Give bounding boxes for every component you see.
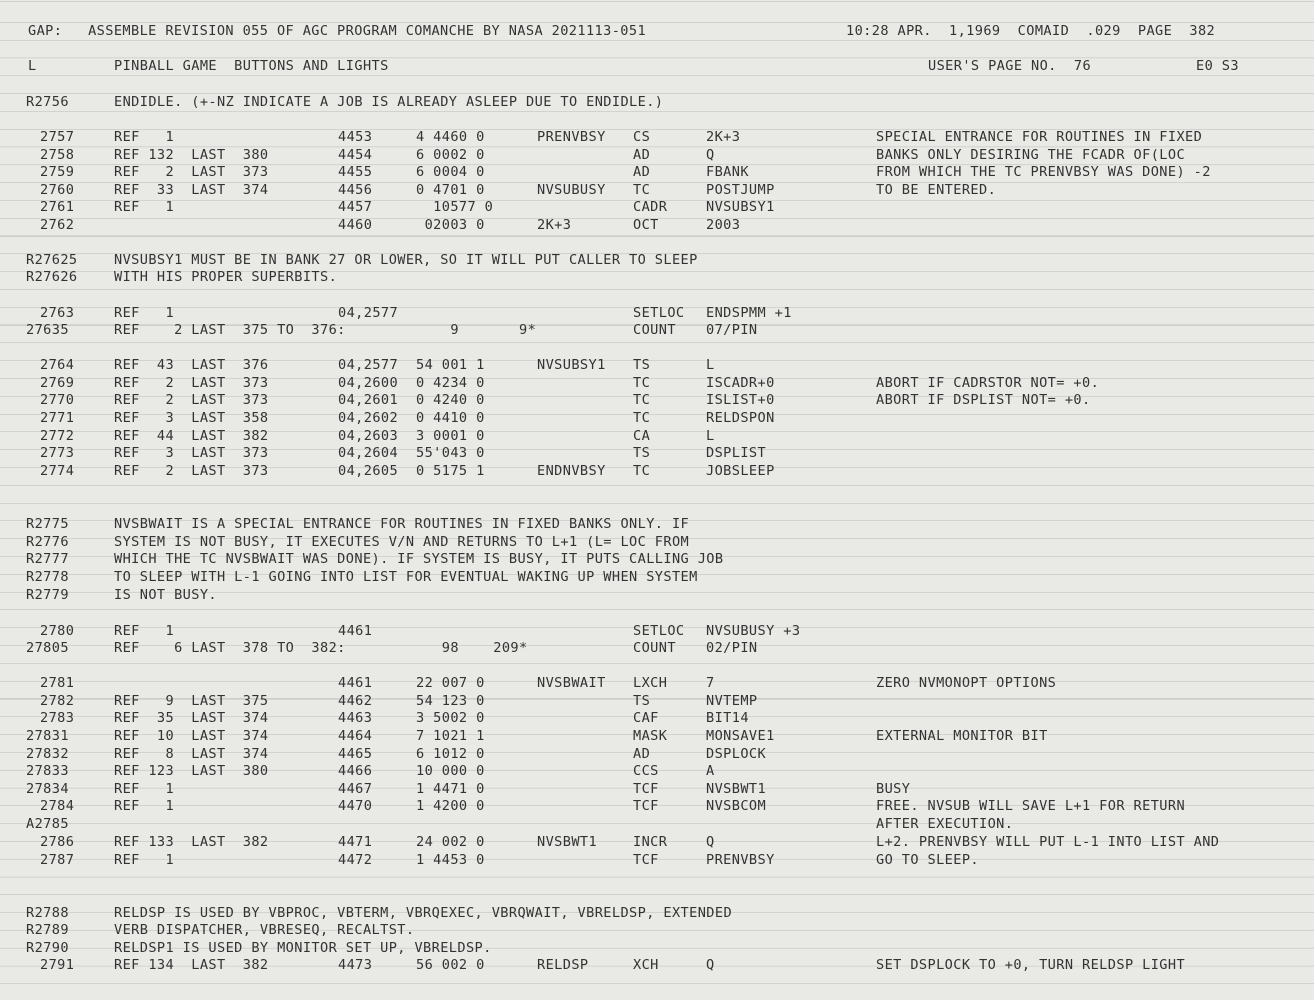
address: 4457 (338, 199, 373, 215)
code-line (0, 727, 1314, 745)
code-line (0, 462, 1314, 480)
address: 4470 (338, 798, 373, 814)
remark-line (0, 904, 1314, 922)
octal-word: 54 123 0 (416, 693, 485, 709)
remark-text: IS NOT BUSY. (114, 587, 218, 603)
octal-word: 0 4234 0 (416, 375, 485, 391)
address: 4473 (338, 957, 373, 973)
code-line (0, 374, 1314, 392)
code-line (0, 797, 1314, 815)
opcode: XCH (633, 957, 659, 973)
code-line (0, 674, 1314, 692)
code-line (0, 692, 1314, 710)
code-line (0, 181, 1314, 199)
operand: 2003 (706, 217, 741, 233)
code-line (0, 356, 1314, 374)
label: ENDNVBSY (537, 463, 606, 479)
label: NVSBWT1 (537, 834, 598, 850)
ref-info: REF 2 LAST 373 (114, 164, 269, 180)
operand: NVSBCOM (706, 798, 767, 814)
operand: 2K+3 (706, 129, 741, 145)
ref-info: REF 133 LAST 382 (114, 834, 269, 850)
line-number: 2759 (40, 164, 75, 180)
label: NVSUBSY1 (537, 357, 606, 373)
code-line (0, 745, 1314, 763)
line-number: 2774 (40, 463, 75, 479)
line-number: R2756 (26, 94, 69, 110)
remark-text: VERB DISPATCHER, VBRESEQ, RECALTST. (114, 922, 415, 938)
remark-line (0, 515, 1314, 533)
octal-word: 56 002 0 (416, 957, 485, 973)
address: 4472 (338, 852, 373, 868)
operand: NVTEMP (706, 693, 758, 709)
page-subheader (0, 57, 1314, 75)
comment: ZERO NVMONOPT OPTIONS (876, 675, 1057, 691)
operand: ENDSPMM +1 (706, 305, 792, 321)
code-line (0, 709, 1314, 727)
ref-info: REF 2 LAST 373 (114, 392, 269, 408)
octal-word: 54 001 1 (416, 357, 485, 373)
opcode: OCT (633, 217, 659, 233)
operand: DSPLIST (706, 445, 767, 461)
remark-text: RELDSP1 IS USED BY MONITOR SET UP, VBRELDSP. (114, 940, 492, 956)
address: 4460 (338, 217, 373, 233)
line-number: R2777 (26, 551, 69, 567)
code-line (0, 391, 1314, 409)
remark-text: NVSUBSY1 MUST BE IN BANK 27 OR LOWER, SO IT WILL PUT CALLER TO SLEEP (114, 252, 698, 268)
address: 04,2601 (338, 392, 399, 408)
ref-info: REF 1 (114, 781, 175, 797)
line-number: 27833 (26, 763, 69, 779)
ref-info: REF 1 (114, 798, 175, 814)
operand: A (706, 763, 715, 779)
ref-info: REF 1 (114, 852, 175, 868)
octal-word: 3 0001 0 (416, 428, 485, 444)
opcode: COUNT (633, 640, 676, 656)
line-number: 27834 (26, 781, 69, 797)
code-line (0, 321, 1314, 339)
address: 04,2605 (338, 463, 399, 479)
operand: JOBSLEEP (706, 463, 775, 479)
operand: 07/PIN (706, 322, 758, 338)
operand: NVSUBUSY +3 (706, 623, 801, 639)
remark-text: NVSBWAIT IS A SPECIAL ENTRANCE FOR ROUTINES IN FIXED BANKS ONLY. IF (114, 516, 690, 532)
opcode: TS (633, 445, 651, 461)
opcode: CCS (633, 763, 659, 779)
code-line (0, 163, 1314, 181)
address: 04,2577 (338, 357, 399, 373)
opcode: TS (633, 357, 651, 373)
opcode: COUNT (633, 322, 676, 338)
code-line (0, 815, 1314, 833)
label: 2K+3 (537, 217, 572, 233)
operand: DSPLOCK (706, 746, 767, 762)
operand: BIT14 (706, 710, 749, 726)
address: 4454 (338, 147, 373, 163)
line-number: 27831 (26, 728, 69, 744)
line-number: 2791 (40, 957, 75, 973)
octal-word: 1 4471 0 (416, 781, 485, 797)
comment: TO BE ENTERED. (876, 182, 997, 198)
address: 4471 (338, 834, 373, 850)
ref-info: REF 132 LAST 380 (114, 147, 269, 163)
line-number: 27635 (26, 322, 69, 338)
ref-info: REF 134 LAST 382 (114, 957, 269, 973)
address: 4466 (338, 763, 373, 779)
ref-info: REF 2 LAST 373 (114, 375, 269, 391)
octal-word: 6 0004 0 (416, 164, 485, 180)
code-line (0, 762, 1314, 780)
octal-word: 7 1021 1 (416, 728, 485, 744)
octal-word: 0 4701 0 (416, 182, 485, 198)
line-number: 2781 (40, 675, 75, 691)
opcode: AD (633, 147, 651, 163)
opcode: TC (633, 182, 651, 198)
opcode: TC (633, 410, 651, 426)
line-number: 2773 (40, 445, 75, 461)
ref-info: REF 6 LAST 378 TO 382: (114, 640, 346, 656)
subheader-mark: L (28, 58, 37, 74)
octal-word: 1 4200 0 (416, 798, 485, 814)
code-line (0, 146, 1314, 164)
address: 4453 (338, 129, 373, 145)
line-number: A2785 (26, 816, 69, 832)
page-header (0, 22, 1314, 40)
opcode: LXCH (633, 675, 668, 691)
line-number: 2760 (40, 182, 75, 198)
line-number: 2758 (40, 147, 75, 163)
octal-word: 0 5175 1 (416, 463, 485, 479)
opcode: CADR (633, 199, 668, 215)
remark-text: WHICH THE TC NVSBWAIT WAS DONE). IF SYSTEM IS BUSY, IT PUTS CALLING JOB (114, 551, 724, 567)
ref-info: REF 43 LAST 376 (114, 357, 269, 373)
remark-line (0, 586, 1314, 604)
address: 4455 (338, 164, 373, 180)
opcode: TC (633, 463, 651, 479)
octal-word: 1 4453 0 (416, 852, 485, 868)
comment: EXTERNAL MONITOR BIT (876, 728, 1048, 744)
operand: L (706, 357, 715, 373)
address: 04,2604 (338, 445, 399, 461)
octal-word: 10 000 0 (416, 763, 485, 779)
code-line (0, 427, 1314, 445)
address: 04,2577 (338, 305, 399, 321)
opcode: TCF (633, 781, 659, 797)
line-number: 2782 (40, 693, 75, 709)
comment: L+2. PRENVBSY WILL PUT L-1 INTO LIST AND (876, 834, 1220, 850)
remark-text: WITH HIS PROPER SUPERBITS. (114, 269, 338, 285)
ref-info: REF 33 LAST 374 (114, 182, 269, 198)
octal-word: 10577 0 (416, 199, 494, 215)
line-number: R2789 (26, 922, 69, 938)
operand: L (706, 428, 715, 444)
address: 4461 (338, 623, 373, 639)
remark-line (0, 268, 1314, 286)
comment: ABORT IF DSPLIST NOT= +0. (876, 392, 1091, 408)
line-number: 2780 (40, 623, 75, 639)
ref-info: REF 3 LAST 373 (114, 445, 269, 461)
octal-word: 0 4410 0 (416, 410, 485, 426)
code-line (0, 851, 1314, 869)
opcode: TC (633, 392, 651, 408)
operand: MONSAVE1 (706, 728, 775, 744)
code-line (0, 198, 1314, 216)
operand: POSTJUMP (706, 182, 775, 198)
operand: NVSBWT1 (706, 781, 767, 797)
remark-text: RELDSP IS USED BY VBPROC, VBTERM, VBRQEXEC, VBRQWAIT, VBRELDSP, EXTENDED (114, 905, 733, 921)
address: 4462 (338, 693, 373, 709)
opcode: MASK (633, 728, 668, 744)
operand: ISLIST+0 (706, 392, 775, 408)
address: 4456 (338, 182, 373, 198)
operand: NVSUBSY1 (706, 199, 775, 215)
ref-info: REF 123 LAST 380 (114, 763, 269, 779)
subheader-title: PINBALL GAME BUTTONS AND LIGHTS (114, 58, 389, 74)
opcode: CAF (633, 710, 659, 726)
octal-word: 9 9* (416, 322, 537, 338)
ref-info: REF 1 (114, 305, 175, 321)
opcode: SETLOC (633, 305, 685, 321)
opcode: TC (633, 375, 651, 391)
line-number: 2784 (40, 798, 75, 814)
user-page-number: USER'S PAGE NO. 76 (928, 58, 1092, 74)
code-line (0, 444, 1314, 462)
line-number: R2775 (26, 516, 69, 532)
line-number: 2770 (40, 392, 75, 408)
opcode: AD (633, 164, 651, 180)
ref-info: REF 2 LAST 373 (114, 463, 269, 479)
line-number: R2778 (26, 569, 69, 585)
code-line (0, 956, 1314, 974)
comment: GO TO SLEEP. (876, 852, 980, 868)
line-number: R27626 (26, 269, 78, 285)
header-right: 10:28 APR. 1,1969 COMAID .029 PAGE 382 (846, 23, 1216, 39)
line-number: 27832 (26, 746, 69, 762)
ref-info: REF 9 LAST 375 (114, 693, 269, 709)
address: 4464 (338, 728, 373, 744)
remark-text: SYSTEM IS NOT BUSY, IT EXECUTES V/N AND RETURNS TO L+1 (L= LOC FROM (114, 534, 690, 550)
remark-line (0, 93, 1314, 111)
comment: FROM WHICH THE TC PRENVBSY WAS DONE) -2 (876, 164, 1211, 180)
code-line (0, 639, 1314, 657)
line-number: 2761 (40, 199, 75, 215)
line-number: R27625 (26, 252, 78, 268)
ref-info: REF 35 LAST 374 (114, 710, 269, 726)
octal-word: 3 5002 0 (416, 710, 485, 726)
comment: FREE. NVSUB WILL SAVE L+1 FOR RETURN (876, 798, 1186, 814)
operand: PRENVBSY (706, 852, 775, 868)
comment: ABORT IF CADRSTOR NOT= +0. (876, 375, 1100, 391)
octal-word: 98 209* (416, 640, 528, 656)
remark-line (0, 533, 1314, 551)
octal-word: 4 4460 0 (416, 129, 485, 145)
address: 4467 (338, 781, 373, 797)
code-line (0, 409, 1314, 427)
code-line (0, 833, 1314, 851)
operand: ISCADR+0 (706, 375, 775, 391)
code-line (0, 622, 1314, 640)
address: 4463 (338, 710, 373, 726)
line-number: 2783 (40, 710, 75, 726)
operand: Q (706, 957, 715, 973)
address: 4465 (338, 746, 373, 762)
comment: BANKS ONLY DESIRING THE FCADR OF(LOC (876, 147, 1186, 163)
line-number: 2771 (40, 410, 75, 426)
comment: SPECIAL ENTRANCE FOR ROUTINES IN FIXED (876, 129, 1203, 145)
address: 4461 (338, 675, 373, 691)
octal-word: 24 002 0 (416, 834, 485, 850)
ref-info: REF 1 (114, 623, 175, 639)
octal-word: 6 0002 0 (416, 147, 485, 163)
address: 04,2602 (338, 410, 399, 426)
operand: 02/PIN (706, 640, 758, 656)
remark-line (0, 568, 1314, 586)
operand: Q (706, 834, 715, 850)
octal-word: 22 007 0 (416, 675, 485, 691)
remark-line (0, 550, 1314, 568)
line-number: R2788 (26, 905, 69, 921)
ref-info: REF 2 LAST 375 TO 376: (114, 322, 346, 338)
ref-info: REF 1 (114, 129, 175, 145)
opcode: CS (633, 129, 651, 145)
remark-line (0, 939, 1314, 957)
operand: Q (706, 147, 715, 163)
opcode: TS (633, 693, 651, 709)
ref-info: REF 8 LAST 374 (114, 746, 269, 762)
opcode: TCF (633, 852, 659, 868)
opcode: AD (633, 746, 651, 762)
code-line (0, 304, 1314, 322)
line-number: 2763 (40, 305, 75, 321)
line-number: 2769 (40, 375, 75, 391)
label: NVSBWAIT (537, 675, 606, 691)
label: NVSUBUSY (537, 182, 606, 198)
line-number: 2772 (40, 428, 75, 444)
line-number: 2757 (40, 129, 75, 145)
ref-info: REF 44 LAST 382 (114, 428, 269, 444)
octal-word: 6 1012 0 (416, 746, 485, 762)
operand: RELDSPON (706, 410, 775, 426)
ref-info: REF 3 LAST 358 (114, 410, 269, 426)
operand: 7 (706, 675, 715, 691)
opcode: TCF (633, 798, 659, 814)
remark-text: ENDIDLE. (+-NZ INDICATE A JOB IS ALREADY ASLEEP DUE TO ENDIDLE.) (114, 94, 664, 110)
label: RELDSP (537, 957, 589, 973)
address: 04,2603 (338, 428, 399, 444)
opcode: SETLOC (633, 623, 685, 639)
remark-line (0, 251, 1314, 269)
line-number: 2787 (40, 852, 75, 868)
opcode: CA (633, 428, 651, 444)
octal-word: 02003 0 (416, 217, 485, 233)
address: 04,2600 (338, 375, 399, 391)
line-number: R2779 (26, 587, 69, 603)
label: PRENVBSY (537, 129, 606, 145)
subheader-code: E0 S3 (1196, 58, 1239, 74)
ref-info: REF 10 LAST 374 (114, 728, 269, 744)
line-number: R2776 (26, 534, 69, 550)
code-line (0, 128, 1314, 146)
header-left: GAP: ASSEMBLE REVISION 055 OF AGC PROGRAM COMANCHE BY NASA 2021113-051 (28, 23, 647, 39)
code-line (0, 780, 1314, 798)
ref-info: REF 1 (114, 199, 175, 215)
line-number: 2786 (40, 834, 75, 850)
line-number: 2762 (40, 217, 75, 233)
comment: SET DSPLOCK TO +0, TURN RELDSP LIGHT (876, 957, 1186, 973)
line-number: 27805 (26, 640, 69, 656)
remark-line (0, 921, 1314, 939)
octal-word: 0 4240 0 (416, 392, 485, 408)
comment: AFTER EXECUTION. (876, 816, 1014, 832)
code-line (0, 216, 1314, 234)
operand: FBANK (706, 164, 749, 180)
line-number: R2790 (26, 940, 69, 956)
octal-word: 55'043 0 (416, 445, 485, 461)
remark-text: TO SLEEP WITH L-1 GOING INTO LIST FOR EVENTUAL WAKING UP WHEN SYSTEM (114, 569, 698, 585)
opcode: INCR (633, 834, 668, 850)
comment: BUSY (876, 781, 911, 797)
line-number: 2764 (40, 357, 75, 373)
